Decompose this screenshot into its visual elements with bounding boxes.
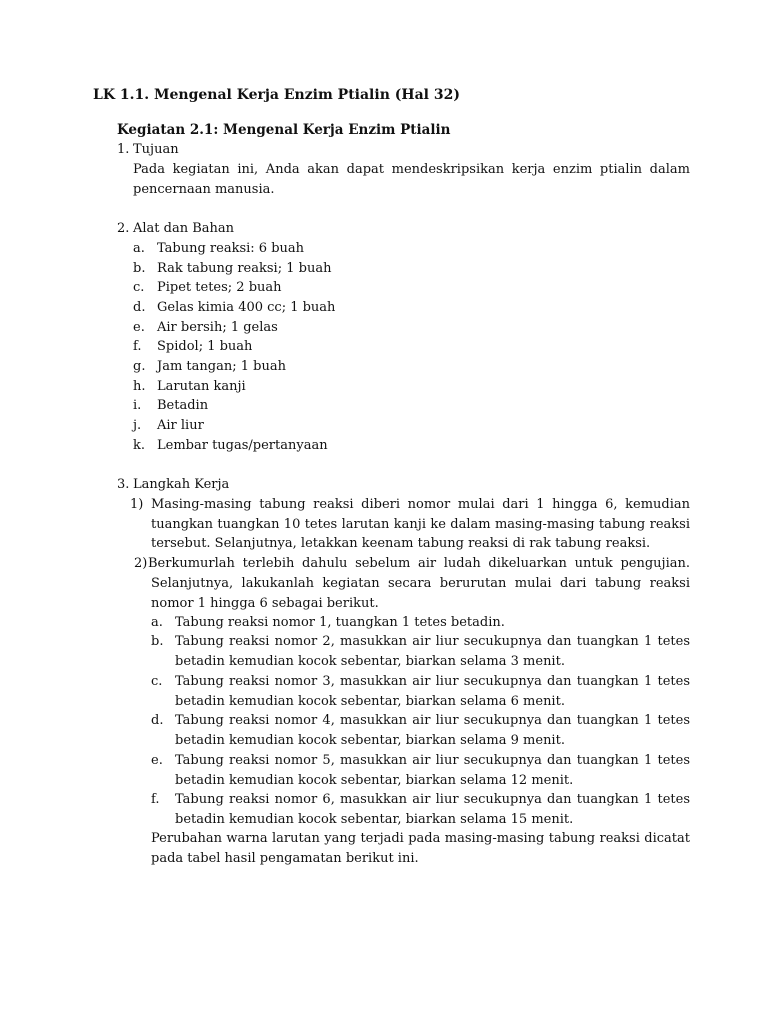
closing-paragraph [151,829,690,868]
substep-marker: d. [151,713,164,728]
substep-text [175,672,690,711]
body-line: Tabung reaksi nomor 3, masukkan air liur secukupnya dan tuangkan 1 tetes [175,674,690,689]
list-marker: h. [133,379,146,394]
body-line: Selanjutnya, lakukanlah kegiatan secara berurutan mulai dari tabung reaksi [151,576,690,591]
substep-text [175,632,690,671]
step-marker: 1) [130,497,144,512]
section-number-alat: 2. [117,221,130,236]
substep-marker: c. [151,674,163,689]
body-line: betadin kemudian kocok sebentar, biarkan selama 9 menit. [175,732,565,748]
substep-text [175,790,690,829]
section-heading-alat: Alat dan Bahan [133,221,235,236]
body-line: betadin kemudian kocok sebentar, biarkan selama 15 menit. [175,811,574,827]
section-heading-tujuan: Tujuan [133,142,179,157]
body-line: Tabung reaksi nomor 2, masukkan air liur secukupnya dan tuangkan 1 tetes [175,634,690,649]
substep-marker: a. [151,615,163,630]
list-item: Spidol; 1 buah [157,339,253,354]
list-marker: a. [133,241,145,256]
list-item: Larutan kanji [157,379,246,394]
step-2-first-line [148,554,690,574]
body-line: Perubahan warna larutan yang terjadi pada masing-masing tabung reaksi dicatat [151,831,690,846]
worksheet-title: LK 1.1. Mengenal Kerja Enzim Ptialin (Hal 32) [93,87,460,103]
section-heading-langkah: Langkah Kerja [133,477,230,492]
list-item: Rak tabung reaksi; 1 buah [157,261,332,276]
section-number-langkah: 3. [117,477,130,492]
body-line: betadin kemudian kocok sebentar, biarkan selama 12 menit. [175,772,574,788]
substep-marker: e. [151,753,163,768]
substep-text [175,751,690,790]
activity-title: Kegiatan 2.1: Mengenal Kerja Enzim Ptialin [117,122,451,138]
list-item: Air bersih; 1 gelas [157,320,278,335]
list-marker: j. [133,418,142,433]
substep-marker: b. [151,634,164,649]
list-marker: i. [133,398,142,413]
substep-text [175,711,690,750]
list-item: Pipet tetes; 2 buah [157,280,282,295]
list-item: Jam tangan; 1 buah [157,359,286,374]
body-line: pencernaan manusia. [133,181,275,197]
body-line: pada tabel hasil pengamatan berikut ini. [151,850,419,866]
substep-text: Tabung reaksi nomor 1, tuangkan 1 tetes betadin. [175,615,505,630]
list-marker: e. [133,320,145,335]
body-line: Berkumurlah terlebih dahulu sebelum air ludah dikeluarkan untuk pengujian. [148,556,690,571]
body-line: Tabung reaksi nomor 5, masukkan air liur secukupnya dan tuangkan 1 tetes [175,753,690,768]
body-line: nomor 1 hingga 6 sebagai berikut. [151,595,379,611]
body-line: tuangkan tuangkan 10 tetes larutan kanji ke dalam masing-masing tabung reaksi [151,516,690,532]
step-marker: 2) [134,556,148,571]
list-item: Gelas kimia 400 cc; 1 buah [157,300,336,315]
body-line: betadin kemudian kocok sebentar, biarkan selama 6 menit. [175,693,565,709]
list-marker: d. [133,300,146,315]
list-marker: k. [133,438,146,453]
list-marker: g. [133,359,146,374]
list-marker: c. [133,280,145,295]
body-line: Tabung reaksi nomor 4, masukkan air liur secukupnya dan tuangkan 1 tetes [175,713,690,728]
list-item: Lembar tugas/pertanyaan [157,438,328,453]
step-2-text [151,574,690,613]
section-body-tujuan [133,160,690,199]
list-marker: f. [133,339,142,354]
section-number-tujuan: 1. [117,142,130,157]
substep-marker: f. [151,792,160,807]
list-item: Tabung reaksi: 6 buah [157,241,305,256]
body-line: betadin kemudian kocok sebentar, biarkan selama 3 menit. [175,653,565,669]
list-item: Air liur [157,418,204,433]
list-item: Betadin [157,398,209,413]
body-line: Pada kegiatan ini, Anda akan dapat mendeskripsikan kerja enzim ptialin dalam [133,162,690,177]
body-line: Masing-masing tabung reaksi diberi nomor mulai dari 1 hingga 6, kemudian [151,497,690,512]
step-1-text [151,495,690,554]
list-marker: b. [133,261,146,276]
body-line: tersebut. Selanjutnya, letakkan keenam tabung reaksi di rak tabung reaksi. [151,536,651,552]
body-line: Tabung reaksi nomor 6, masukkan air liur secukupnya dan tuangkan 1 tetes [175,792,690,807]
